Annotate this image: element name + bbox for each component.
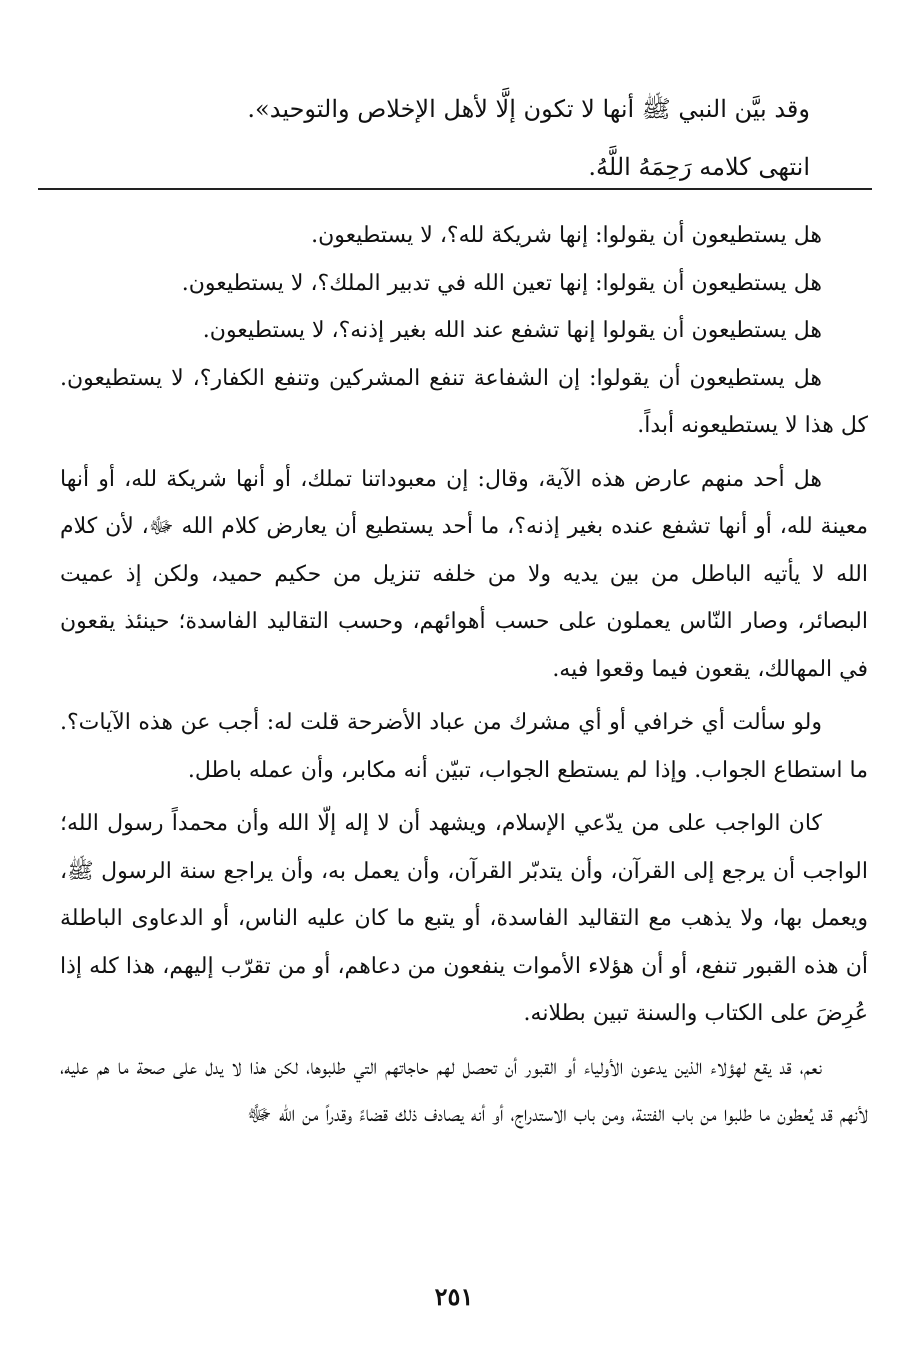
paragraph-5: هل أحد منهم عارض هذه الآية، وقال: إن معبوداتنا تملك، أو أنها شريكة لله، أو أنها معينة لله، أو أنها تشفع عنده بغير إذنه؟، ما أحد يستطيع أن يعارض كلام الله ﷻ، لأن كلام الله لا يأتيه الباطل من بين يديه ولا من خلفه تنزيل من حكيم حميد، ولكن إذ عميت البصائر، وصار النّاس يعملون على حسب أهوائهم، وحسب التقاليد الفاسدة؛ حينئذ يقعون في المهالك، يقعون فيما وقعوا فيه. [60, 466, 868, 682]
paragraph-1: هل يستطيعون أن يقولوا: إنها شريكة لله؟، لا يستطيعون. [311, 223, 822, 248]
paragraph-4: هل يستطيعون أن يقولوا: إن الشفاعة تنفع المشركين وتنفع الكفار؟، لا يستطيعون. كل هذا لا يستطيعونه أبداً. [60, 365, 868, 438]
paragraph-7: كان الواجب على من يدّعي الإسلام، ويشهد أن لا إله إلّا الله وأن محمداً رسول الله؛ الواجب أن يرجع إلى القرآن، وأن يتدبّر القرآن، وأن يعمل به، وأن يراجع سنة الرسول ﷺ، ويعمل بها، ولا يذهب مع التقاليد الفاسدة، أو يتبع ما كان عليه الناس، أو الدعاوى الباطلة أن هذه القبور تنفع، أو أن هؤلاء الأموات ينفعون من دعاهم، أو من تقرّب إليهم، هذا كله إذا عُرِضَ على الكتاب والسنة تبين بطلانه. [60, 811, 868, 1026]
quote-line-1: وقد بيَّن النبي ﷺ أنها لا تكون إلَّا لأهل الإخلاص والتوحيد». [247, 95, 810, 123]
body-text [60, 212, 868, 1145]
quote-line-2: انتهى كلامه رَحِمَهُ اللَّهُ. [588, 153, 810, 181]
paragraph-6: ولو سألت أي خرافي أو أي مشرك من عباد الأضرحة قلت له: أجب عن هذه الآيات؟. ما استطاع الجواب. وإذا لم يستطع الجواب، تبيّن أنه مكابر، وأن عمله باطل. [60, 710, 868, 783]
paragraph-3: هل يستطيعون أن يقولوا إنها تشفع عند الله بغير إذنه؟، لا يستطيعون. [202, 318, 822, 343]
page-number: ٢٥١ [434, 1282, 474, 1311]
paragraph-2: هل يستطيعون أن يقولوا: إنها تعين الله في تدبير الملك؟، لا يستطيعون. [181, 270, 822, 296]
divider-line [38, 188, 872, 190]
top-quote [90, 80, 810, 196]
paragraph-8: نعم، قد يقع لهؤلاء الذين يدعون الأولياء أو القبور أن تحصل لهم حاجاتهم التي طلبوها، لكن هذا لا يدل على صحة ما هم عليه، لأنهم قد يُعطون ما طلبوا من باب الفتنة، ومن باب الاستدراج، أو أنه يصادف ذلك قضاءً وقدراً من الله ﷻ [60, 1054, 868, 1127]
